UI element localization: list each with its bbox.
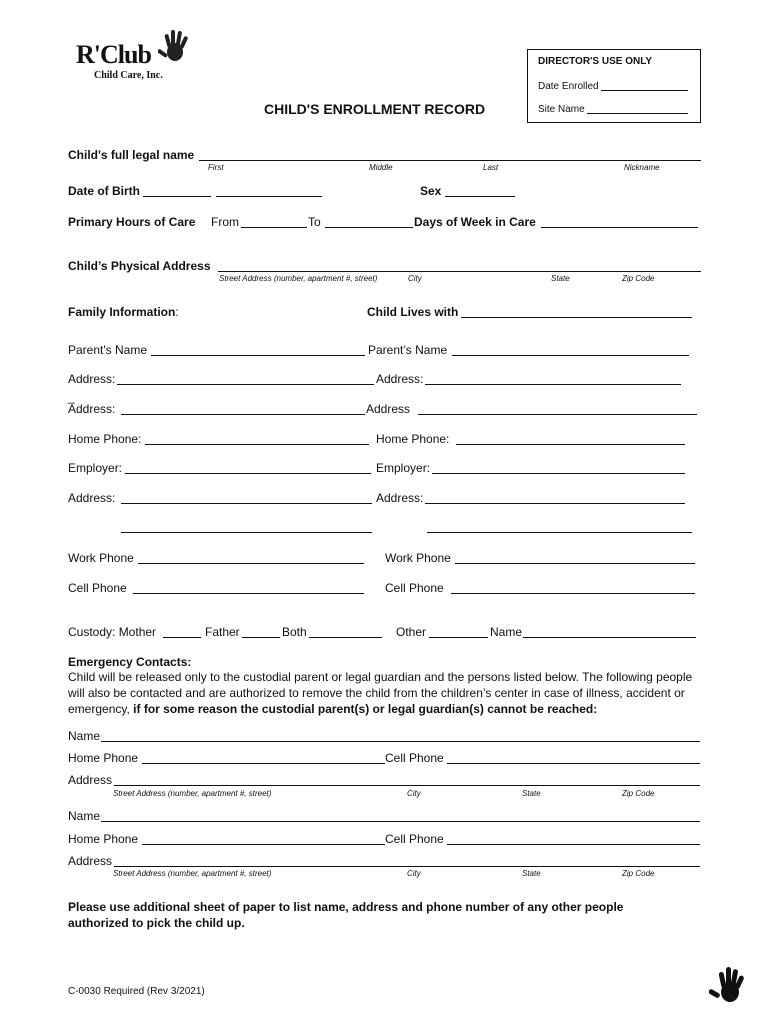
ec1-state-sub: State — [522, 789, 541, 798]
ec1-city-sub: City — [407, 789, 421, 798]
address-1-field[interactable] — [117, 384, 374, 385]
work-phone-1-label: Work Phone — [68, 551, 134, 565]
footer-note-line1: Please use additional sheet of paper to list name, address and phone number of any other people — [68, 900, 624, 914]
dob-field-a[interactable] — [143, 196, 211, 197]
ec2-home-phone-field[interactable] — [142, 844, 385, 845]
employer-2-field[interactable] — [432, 473, 685, 474]
first-sub: First — [208, 163, 224, 172]
ec1-address-field[interactable] — [114, 785, 700, 786]
lives-with-label: Child Lives with — [367, 305, 459, 319]
lives-with-field[interactable] — [461, 317, 692, 318]
date-enrolled-field[interactable] — [601, 90, 688, 91]
zip-sub: Zip Code — [622, 274, 655, 283]
address-4-label: Address — [366, 402, 411, 416]
work-phone-2-field[interactable] — [455, 563, 695, 564]
custody-mother-field[interactable] — [163, 637, 201, 638]
hours-label: Primary Hours of Care — [68, 215, 196, 229]
ec1-cell-phone-field[interactable] — [447, 763, 700, 764]
child-name-label: Child's full legal name — [68, 148, 195, 162]
home-phone-2-label: Home Phone: — [376, 432, 450, 446]
custody-both-field[interactable] — [309, 637, 382, 638]
form-code: C-0030 Required (Rev 3/2021) — [68, 986, 205, 997]
address-1-label: Address: — [68, 372, 116, 386]
days-label: Days of Week in Care — [414, 215, 536, 229]
stray-underscore: _ — [68, 390, 75, 404]
ec2-street-sub: Street Address (number, apartment #, street) — [113, 869, 272, 878]
city-sub: City — [408, 274, 422, 283]
to-field[interactable] — [325, 227, 413, 228]
child-name-field[interactable] — [199, 160, 701, 161]
custody-father-label: Father — [205, 625, 240, 639]
sex-label: Sex — [420, 184, 442, 198]
parent-name-2-label: Parent’s Name — [368, 343, 448, 357]
ec2-cell-phone-field[interactable] — [447, 844, 700, 845]
ec1-zip-sub: Zip Code — [622, 789, 655, 798]
site-name-field[interactable] — [587, 113, 688, 114]
emergency-paragraph: Child will be released only to the custodial parent or legal guardian and the persons listed below. The following people will also be contacted and are authorized to remove the child from the children’s center in case of illness, accident or emergency, if for some reason the custodial parent(s) or legal guardian(s) cannot be reached: — [68, 670, 693, 716]
ec1-address-label: Address — [68, 773, 113, 787]
address-5-label: Address: — [68, 491, 116, 505]
handprint-footer-icon — [709, 964, 747, 1006]
address-3-field[interactable] — [121, 414, 365, 415]
address-6-field-line2[interactable] — [427, 532, 692, 533]
employer-2-label: Employer: — [376, 461, 431, 475]
cell-phone-1-field[interactable] — [133, 593, 364, 594]
ec2-address-label: Address — [68, 854, 113, 868]
footer-note-line2: authorized to pick the child up. — [68, 916, 245, 930]
home-phone-1-label: Home Phone: — [68, 432, 142, 446]
custody-father-field[interactable] — [242, 637, 280, 638]
home-phone-2-field[interactable] — [456, 444, 685, 445]
middle-sub: Middle — [369, 163, 393, 172]
street-sub: Street Address (number, apartment #, street) — [219, 274, 378, 283]
sex-field[interactable] — [445, 196, 515, 197]
last-sub: Last — [483, 163, 499, 172]
address-5-field[interactable] — [121, 503, 372, 504]
logo-subtitle: Child Care, Inc. — [94, 70, 163, 81]
state-sub: State — [551, 274, 570, 283]
address-2-label: Address: — [376, 372, 424, 386]
form-title: CHILD'S ENROLLMENT RECORD — [264, 101, 486, 117]
ec2-city-sub: City — [407, 869, 421, 878]
address-3-label: Address: — [68, 402, 116, 416]
custody-name-label: Name — [490, 625, 523, 639]
custody-name-field[interactable] — [523, 637, 696, 638]
ec2-home-phone-label: Home Phone — [68, 832, 139, 846]
nickname-sub: Nickname — [624, 163, 660, 172]
child-address-label: Child’s Physical Address — [68, 259, 211, 273]
address-5-field-line2[interactable] — [121, 532, 372, 533]
from-label: From — [211, 215, 239, 229]
family-info-label: Family Information: — [68, 305, 179, 319]
employer-1-field[interactable] — [125, 473, 371, 474]
home-phone-1-field[interactable] — [145, 444, 369, 445]
dob-label: Date of Birth — [68, 184, 140, 198]
parent-name-2-field[interactable] — [452, 355, 689, 356]
custody-other-field[interactable] — [429, 637, 488, 638]
ec1-home-phone-label: Home Phone — [68, 751, 139, 765]
cell-phone-2-field[interactable] — [451, 593, 695, 594]
logo-text: R'Club — [76, 40, 151, 69]
custody-mother-label: Custody: Mother — [68, 625, 157, 639]
ec2-state-sub: State — [522, 869, 541, 878]
site-name-label: Site Name — [538, 104, 585, 115]
directors-heading: DIRECTOR'S USE ONLY — [538, 56, 653, 67]
work-phone-1-field[interactable] — [138, 563, 364, 564]
days-field[interactable] — [541, 227, 698, 228]
address-2-field[interactable] — [425, 384, 681, 385]
parent-name-1-field[interactable] — [151, 355, 365, 356]
ec2-address-field[interactable] — [114, 866, 700, 867]
custody-other-label: Other — [396, 625, 427, 639]
ec2-cell-phone-label: Cell Phone — [385, 832, 444, 846]
handprint-logo-icon — [158, 26, 192, 66]
parent-name-1-label: Parent's Name — [68, 343, 147, 357]
from-field[interactable] — [241, 227, 307, 228]
employer-1-label: Employer: — [68, 461, 123, 475]
custody-both-label: Both — [282, 625, 307, 639]
ec1-name-field[interactable] — [101, 741, 700, 742]
address-6-label: Address: — [376, 491, 424, 505]
to-label: To — [308, 215, 321, 229]
dob-field-b[interactable] — [216, 196, 322, 197]
address-6-field[interactable] — [425, 503, 685, 504]
ec1-home-phone-field[interactable] — [142, 763, 385, 764]
address-4-field[interactable] — [418, 414, 697, 415]
work-phone-2-label: Work Phone — [385, 551, 451, 565]
cell-phone-2-label: Cell Phone — [385, 581, 444, 595]
ec1-cell-phone-label: Cell Phone — [385, 751, 444, 765]
cell-phone-1-label: Cell Phone — [68, 581, 127, 595]
ec2-name-label: Name — [68, 809, 101, 823]
ec1-name-label: Name — [68, 729, 101, 743]
ec2-zip-sub: Zip Code — [622, 869, 655, 878]
emergency-heading: Emergency Contacts: — [68, 655, 192, 669]
child-address-field[interactable] — [218, 271, 701, 272]
ec2-name-field[interactable] — [101, 821, 700, 822]
ec1-street-sub: Street Address (number, apartment #, street) — [113, 789, 272, 798]
date-enrolled-label: Date Enrolled — [538, 81, 599, 92]
